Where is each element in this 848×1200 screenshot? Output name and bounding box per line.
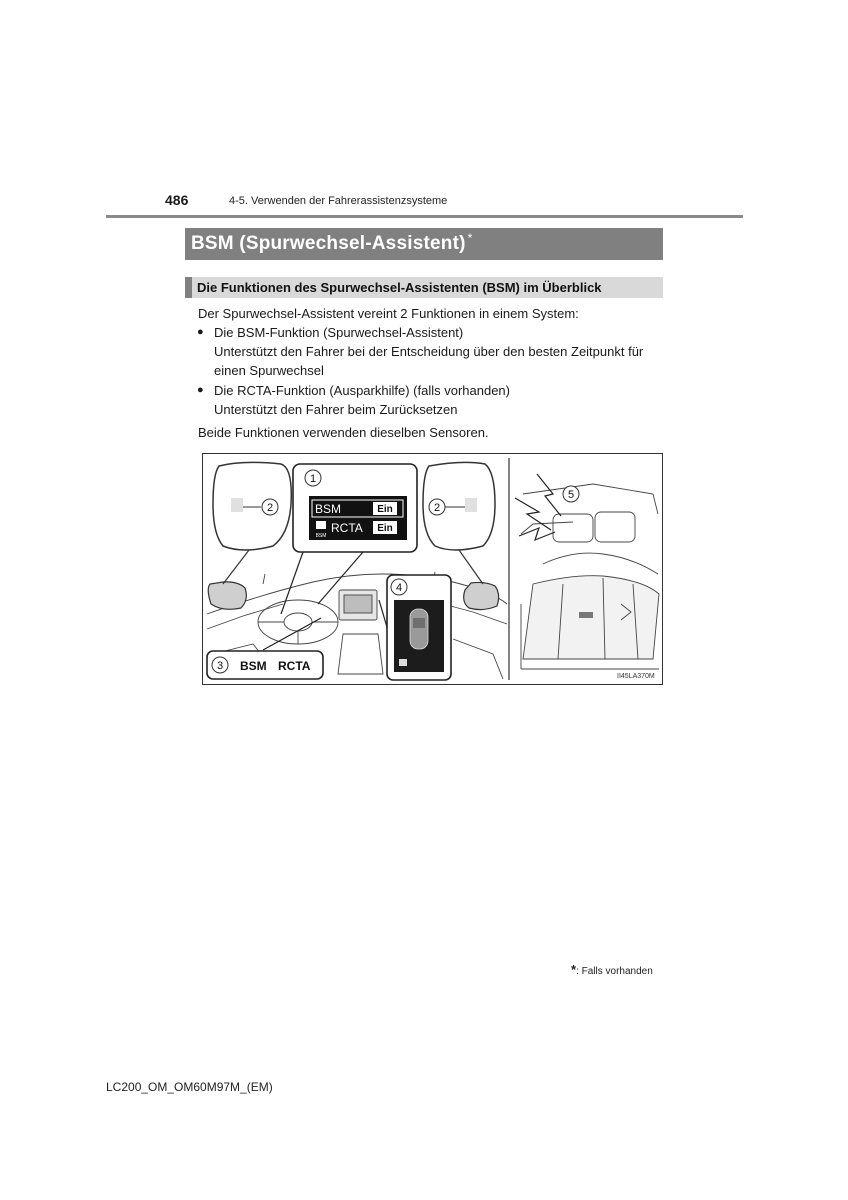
callout-3: 3: [216, 660, 224, 672]
callout-2-left: 2: [266, 502, 274, 514]
system-illustration: [203, 454, 662, 684]
illustration-frame: [202, 453, 663, 685]
bullet-description: Unterstützt den Fahrer beim Zurücksetzen: [214, 402, 458, 417]
bullet-title: Die RCTA-Funktion (Ausparkhilfe) (falls vorhanden): [214, 383, 510, 398]
left-mirror: [208, 462, 291, 609]
switch-callout: [207, 618, 323, 679]
rear-seat-drawing: [521, 484, 659, 669]
subheading-text: Die Funktionen des Spurwechsel-Assistenten (BSM) im Überblick: [197, 280, 602, 295]
page-number: 486: [165, 192, 189, 208]
callout-2-right: 2: [433, 502, 441, 514]
display-bsm-state: Ein: [377, 504, 393, 515]
footnote: [571, 962, 653, 977]
page-title: [185, 228, 663, 260]
bullet-description: einen Spurwechsel: [214, 363, 324, 378]
bsm-switch-label: BSM: [240, 659, 267, 673]
title-footnote-mark: *: [467, 231, 473, 245]
display-bsm-label: BSM: [315, 502, 342, 516]
header-rule: [106, 215, 743, 218]
bullet-marker: ●: [197, 384, 204, 396]
footnote-mark: *: [571, 962, 577, 977]
display-bsm-icon-text: BSM: [315, 533, 327, 539]
callout-5: 5: [567, 489, 575, 501]
footnote-text: : Falls vorhanden: [576, 966, 653, 977]
callout-4: 4: [395, 582, 403, 594]
figure-code: II45LA370M: [617, 673, 655, 680]
bullet-title: Die BSM-Funktion (Spurwechsel-Assistent): [214, 325, 464, 340]
section-header: 4-5. Verwenden der Fahrerassistenzsysteme: [229, 195, 448, 207]
display-rcta-state: Ein: [377, 523, 393, 534]
section-subheading: [185, 277, 663, 298]
document-id: LC200_OM_OM60M97M_(EM): [106, 1080, 273, 1094]
closing-paragraph: Beide Funktionen verwenden dieselben Sensoren.: [198, 425, 489, 440]
bullet-description: Unterstützt den Fahrer bei der Entscheidung über den besten Zeitpunkt für: [214, 344, 644, 359]
rcta-switch-label: RCTA: [278, 659, 311, 673]
bullet-marker: ●: [197, 326, 204, 338]
callout-1: 1: [309, 473, 317, 485]
page-title-text: BSM (Spurwechsel-Assistent): [191, 233, 466, 254]
intro-paragraph: Der Spurwechsel-Assistent vereint 2 Funktionen in einem System:: [198, 306, 579, 321]
sensor-signal-icon: [515, 474, 561, 540]
meter-callout: [379, 575, 451, 680]
display-rcta-label: RCTA: [331, 521, 363, 535]
